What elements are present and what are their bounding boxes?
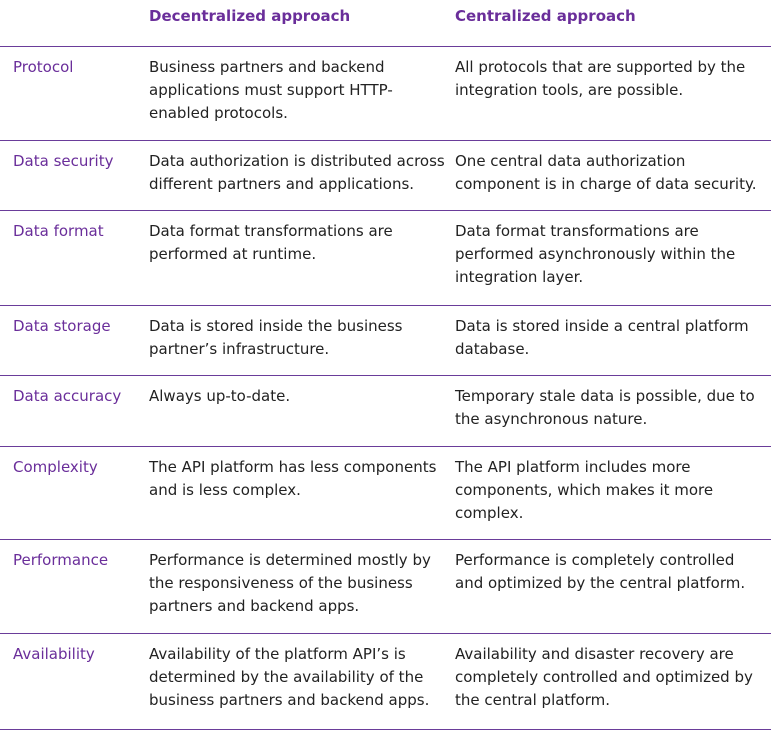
row-label: Data format [13, 222, 104, 240]
row-label: Complexity [13, 458, 98, 476]
row-label: Availability [13, 645, 95, 663]
decentralized-cell: Data authorization is distributed across different partners and applications. [149, 152, 445, 193]
decentralized-cell: Business partners and backend applications must support HTTP-enabled protocols. [149, 58, 393, 122]
centralized-cell: Data is stored inside a central platform database. [455, 317, 749, 358]
table-header-row [0, 0, 771, 47]
centralized-cell: Performance is completely controlled and optimized by the central platform. [455, 551, 746, 592]
table-row [0, 306, 771, 376]
decentralized-cell: Availability of the platform API’s is determined by the availability of the business partners and backend apps. [149, 645, 430, 709]
centralized-cell: Availability and disaster recovery are completely controlled and optimized by the central platform. [455, 645, 753, 709]
centralized-cell: All protocols that are supported by the integration tools, are possible. [455, 58, 746, 99]
table-row [0, 47, 771, 141]
decentralized-cell: Data format transformations are performed at runtime. [149, 222, 393, 263]
table-row [0, 447, 771, 540]
row-label: Data storage [13, 317, 111, 335]
decentralized-cell: Performance is determined mostly by the responsiveness of the business partners and backend apps. [149, 551, 431, 615]
table-row [0, 634, 771, 730]
row-label: Protocol [13, 58, 74, 76]
row-label: Performance [13, 551, 109, 569]
decentralized-cell: Always up-to-date. [149, 387, 291, 405]
table-row [0, 211, 771, 306]
row-label: Data security [13, 152, 114, 170]
decentralized-cell: The API platform has less components and is less complex. [149, 458, 437, 499]
centralized-cell: Temporary stale data is possible, due to the asynchronous nature. [455, 387, 755, 428]
header-centralized: Centralized approach [455, 7, 636, 25]
table-row [0, 141, 771, 211]
header-decentralized: Decentralized approach [149, 7, 351, 25]
row-label: Data accuracy [13, 387, 122, 405]
decentralized-cell: Data is stored inside the business partner’s infrastructure. [149, 317, 403, 358]
centralized-cell: One central data authorization component is in charge of data security. [455, 152, 757, 193]
centralized-cell: Data format transformations are performed asynchronously within the integration layer. [455, 222, 736, 286]
table-row [0, 540, 771, 634]
centralized-cell: The API platform includes more components, which makes it more complex. [455, 458, 714, 522]
table-row [0, 376, 771, 447]
